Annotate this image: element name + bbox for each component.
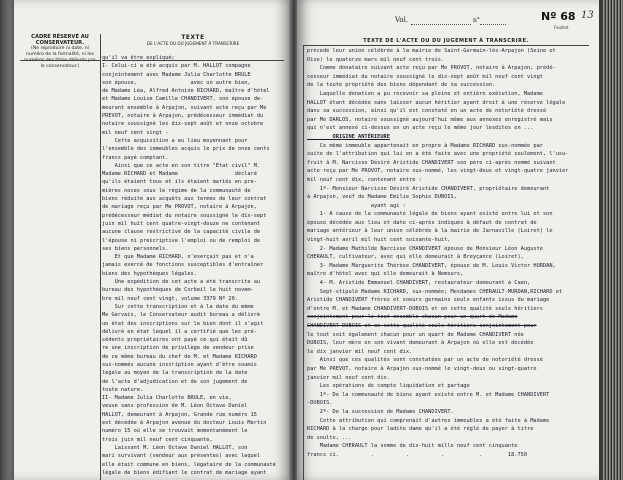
text-line: acte reçu par Me PROVOT, notaire sus-nommé, les vingt-deux et vingt-quatre janvier	[307, 168, 569, 175]
volume-blank-line	[411, 24, 471, 25]
text-line: le tout soit également chacun pour un quart de Madame CHANDIVERT née	[307, 331, 524, 338]
text-line: précédé leur union célébrée à la mairie de Saint-Germain-lès-Arpajon (Seine et	[307, 48, 556, 54]
text-line: 1- A cause de la communauté légale de biens ayant existé entre lui et son	[307, 211, 553, 218]
text-line: épouse décédée aux lieu et date ci-après indiqués à défaut de contrat de	[307, 219, 537, 226]
text-line: bureau des hypothèques de Corbeil le huit novem-	[102, 287, 254, 294]
text-line: de ce même bureau du chef de M. et Madame RICHARD	[102, 353, 257, 360]
text-line: Oise) le quatorze mars mil neuf cent trois.	[307, 56, 445, 63]
text-line: qu'il va être expliqué;	[102, 55, 175, 61]
left-page-text	[102, 54, 290, 477]
text-line: le dix janvier mil neuf cent dix.	[307, 348, 413, 355]
text-line: numéro 15 où elle se trouvait momentanément le	[102, 428, 248, 435]
text-line: notaire soussigné les dix-sept août et onze octobre	[102, 121, 264, 128]
text-line: fruit à M. Narcisse Désiré Aristide CHANDIVERT son père ci-après nommé suivant	[307, 159, 556, 166]
text-line: jamais exercé de fonctions susceptibles d'entraîner	[102, 262, 264, 269]
text-line: mil neuf cent vingt -	[102, 129, 169, 136]
text-line: Cette acquisition a eu lieu moyennant pour	[102, 137, 248, 144]
text-line: l'ensemble des immeubles acquis le prix de onze cents	[102, 146, 270, 153]
right-page-margin-line	[303, 45, 304, 480]
text-line: vingt-huit avril mil huit cent soixante-huit,	[307, 237, 451, 244]
text-line: CHANDIVERT-DUBOIS et en cette qualité seuls héritiers conjointement pour	[307, 323, 537, 329]
text-line: 3- Madame Marguerite Thérèse CHANDIVERT, épouse de M. Louis Victor HURDAN,	[307, 262, 556, 269]
conservator-margin-column	[20, 34, 101, 480]
text-line: qui n'est annexé ci-dessus en un acte reçu le même jour lesdites en ...	[307, 125, 534, 132]
text-line: HALLOT étant décédée sans laisser aucun héritier ayant droit à une réserve légale	[307, 99, 566, 106]
left-page-heading: TEXTE	[181, 35, 205, 41]
text-line: biens des hypothèques légales.	[102, 270, 197, 277]
text-line: Ainsi que ce acte en son titre "Etat civil" M.	[102, 162, 261, 169]
text-line: ses biens personnels.	[102, 245, 169, 252]
text-line: 1º- De la communauté de biens ayant existé entre M. et Madame CHANDIVERT	[307, 391, 550, 398]
conservator-box-heading	[20, 34, 100, 70]
text-line: mières noces sous le régime de la communauté de	[102, 187, 251, 194]
text-line: Laissant M. Léon Octave Daniel HALLOT, son	[102, 444, 248, 451]
text-line: Sept-stipulé Madame RICHARD, sus-nommée; Mesdames CHERAULT-MURDAN,RICHARD et	[307, 288, 563, 295]
text-line: biens réduite aux acquêts aux termes de leur contrat	[102, 196, 267, 203]
text-line: CHERAULT, cultivateur, avec qui elle demeurait à Breyçance (Loiret),	[307, 254, 524, 261]
text-line: Me Gervais, le Conservateur audit bureau a délivré	[102, 312, 261, 319]
folio-caption: Feuillet	[554, 25, 569, 30]
text-line: -DUBOIS.	[307, 400, 333, 407]
right-page	[297, 0, 599, 480]
text-line: Cette attribution qui comprenait d'autres immeubles a été faite à Madame	[307, 417, 550, 424]
text-line: Laquelle donation a pu recevoir sa pleine et entière exécution, Madame	[307, 90, 543, 97]
text-line: de mariage reçu par Me PROVOT, notaire à Arpajon,	[102, 204, 257, 211]
text-line: et Madame Louise Camille CHANDIVERT, son épouse de-	[102, 96, 264, 103]
text-line: légale au moyen de la transcription de la date	[102, 370, 248, 377]
text-line: cesseur immédiat du notaire soussigné le dix-sept août mil neuf cent vingt	[307, 73, 543, 80]
text-line: Ainsi que ces qualités sont constatées par un acte de notoriété dressé	[307, 357, 543, 364]
text-line: mariage antérieur à leur union célébrée à la mairie de Jarnaville (Loiret) le	[307, 228, 553, 235]
left-page	[14, 0, 291, 480]
text-line: par Me DARLOS, notaire soussigné aujourd'hui même aux annexes enregistré mais	[307, 116, 553, 123]
text-line: Une expédition de cet acte a été transcrite au	[102, 279, 261, 286]
text-line: francs payé comptant.	[102, 154, 169, 161]
text-line: janvier mil neuf cent dix.	[307, 374, 390, 381]
text-line: elle était commune en biens, légataire de la communauté	[102, 461, 276, 468]
text-line: de soulte, ...	[307, 434, 352, 441]
text-line: ORIGINE ANTÉRIEURE	[307, 133, 390, 140]
text-line: suite de l'attribution qui lui en a été faite avec une propriété seulement, l'usu-	[307, 151, 569, 158]
text-line: prédécesseur médiat du notaire soussigné le dix-sept	[102, 212, 267, 219]
text-line: veuve sans profession de M. Léon Octave Daniel	[102, 403, 248, 410]
text-line: HALLOT, demeurant à Arpajon, Grande rue numéro 15	[102, 411, 257, 418]
text-line: dans sa succession, ainsi qu'il est constaté en un acte de notoriété dressé	[307, 108, 547, 115]
right-page-top-bar	[297, 0, 599, 34]
text-line: trois juin mil neuf cent cinquante,	[102, 436, 213, 443]
text-line: 1º- Monsieur Narcisse Désiré Aristide CHANDIVERT, propriétaire demeurant	[307, 185, 550, 192]
text-line: mil neuf cent dix, contenant entre :	[307, 176, 422, 183]
text-line: francs ci. . . . . 18.750	[307, 451, 528, 458]
text-line: RICHARD à la charge pour ladite dame qu'il a été réglé de payer à titre	[307, 426, 534, 433]
text-line: par Me PREVOT, notaire à Arpajon sus-nommé le vingt-deux ou vingt-quatre	[307, 365, 537, 372]
text-line: cédents propriétaires ont payé ce qui était dû	[102, 337, 248, 344]
number-blank-line	[480, 24, 506, 25]
text-line: re une inscription de privilège de vendeur prise	[102, 345, 254, 352]
folio-number: Nº 68	[541, 10, 576, 23]
conservator-box-title: CADRE RÉSERVÉ AU CONSERVATEUR.	[31, 34, 89, 46]
text-line: conjointement avec Madame Julia Charlotte BRULE	[102, 71, 251, 78]
text-line: délivré en état lequel il a certifié que les pré-	[102, 328, 257, 335]
conservator-box-subtitle: (Ne reproduire ni date, ni numéro de la formalité, ni les numéros des titres délivrés par le conservateur.)	[24, 46, 96, 69]
text-line: 2- Madame Mathilde Narcisse CHANDIVERT épouse de Monsieur Léon Auguste	[307, 245, 543, 252]
text-line: Sur cette transcription et à la date du même	[102, 303, 254, 310]
text-line: sus-nommés aucune inscription ayant d'être soumis	[102, 361, 257, 368]
text-line: légale de biens édifiant le contrat de mariage ayant	[102, 469, 267, 476]
text-line: à Arpajon, veuf de Madame Emilie Sophie DUBOIS,	[307, 194, 457, 201]
text-line: de la toute propriété des biens dépendant de sa succession.	[307, 82, 496, 89]
text-line: mari survivant (vendeur aux présentes) avec lequel	[102, 453, 261, 460]
text-line: Madame CHERAULT la somme de dix-huit mille neuf cent cinquante	[307, 443, 518, 450]
text-line: de l'acte d'adjudication et de son jugement de	[102, 378, 248, 385]
text-line: meurant ensemble à Arpajon, suivant acte reçu par Me	[102, 104, 267, 111]
handwritten-folio-mark: 13	[581, 10, 594, 21]
text-line: maître d'hôtel avec qui elle demeurait à Nemours,	[307, 271, 464, 278]
text-line: PREVOT, notaire à Arpajon, prédécesseur immédiat du	[102, 113, 264, 120]
right-page-rule	[303, 45, 589, 46]
text-line: Comme donataire suivant acte reçu par Me PROVOT, notaire à Arpajon, prédé-	[307, 65, 556, 72]
text-line: de Madame Léa, Alfred Antoine RICHARD, maître d'hôtel	[102, 88, 270, 95]
text-line: ayant agi :	[307, 202, 406, 209]
text-line: Et que Madame RICHARD, n'exerçait pas et n'a	[102, 254, 254, 261]
volume-label: Vol.	[395, 16, 409, 24]
right-page-heading: TEXTE DE L'ACTE OU DU JUGEMENT À TRANSCRIRE.	[363, 38, 529, 44]
text-line: I- Celui-ci a été acquis par M. HALLOT compagne	[102, 63, 251, 70]
text-line: d'entre M. et Madame CHANDIVERT-DUBOIS et en cette qualité seuls héritiers	[307, 305, 543, 312]
text-line: DUBOIS, leur mère en son vivant demeurant à Arpajon où elle est décédée	[307, 340, 534, 347]
text-line: son épouse, avec un autre bien,	[102, 79, 251, 86]
text-line: un état des inscriptions sur le bien dont il s'agit	[102, 320, 264, 327]
text-line: aucune clause restrictive de la capacité civile de	[102, 229, 261, 236]
text-line: II- Madame Julia Charlotte BRULE, en vie,	[102, 395, 232, 402]
text-line: Aristide CHANDIVERT frères et soeurs germains seuls enfants issus du mariage	[307, 297, 550, 304]
text-line: conjointement pour le tout ensemble chacun pour un quart de Madame	[307, 314, 518, 321]
text-line: Madame RICHARD et Madame déclaré	[102, 171, 257, 178]
book-page-edges	[599, 0, 623, 480]
text-line: bre mil neuf cent vingt, volume 3379 Nº 20.	[102, 295, 238, 302]
left-page-subheading: DE L'ACTE OU DU JUGEMENT À TRANSCRIRE	[146, 41, 240, 46]
right-page-text	[307, 47, 599, 460]
text-line: Les opérations de compte liquidation et partage	[307, 383, 470, 390]
text-line: qu'ils étaient tous et ils étaient mariés en pre-	[102, 179, 257, 186]
text-line: 4- M. Aristide Emmanuel CHANDIVERT, restaurateur demeurant à Caen,	[307, 280, 531, 287]
text-line: Ce même immeuble appartenait en propre à Madame RICHARD sus-nommée par	[307, 142, 543, 149]
text-line: toute nature.	[102, 386, 144, 393]
text-line: l'épouse ni prescriptive l'emploi ou de remploi de	[102, 237, 261, 244]
number-label: n°	[473, 17, 480, 24]
margin-divider	[20, 60, 100, 61]
text-line: juin mil huit cent quatre-vingt-douze ne contenant	[102, 220, 261, 227]
text-line: 2º- De la succession de Madame CHANDIVERT.	[307, 408, 454, 415]
text-line: est décédée à Arpajon avenue du docteur Louis Martin	[102, 420, 267, 427]
